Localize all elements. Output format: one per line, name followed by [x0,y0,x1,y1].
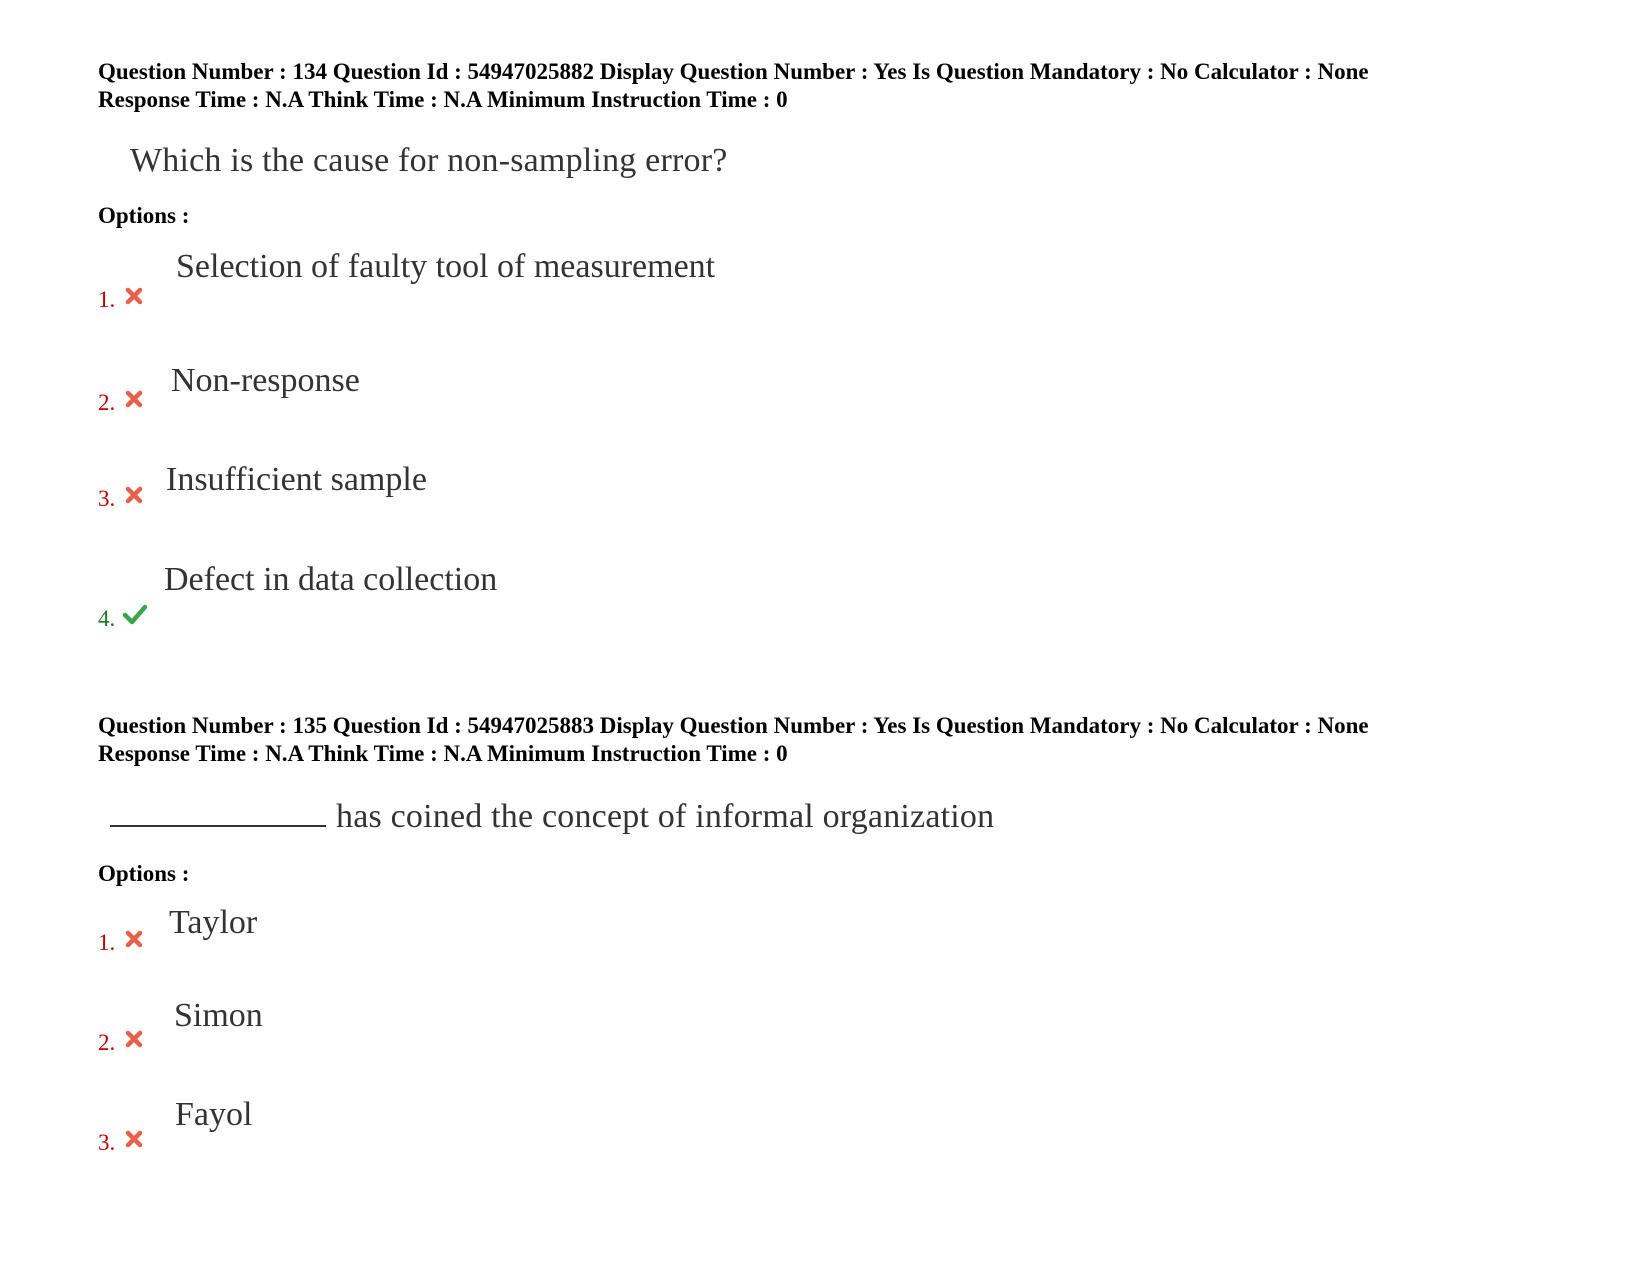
question-meta-line-1: Question Number : 134 Question Id : 54947025882 Display Question Number : Yes Is Question Mandatory : No Calculator : None [98,59,1369,84]
option-number: 2. [98,390,116,415]
cross-icon [124,389,144,409]
question-meta-line-2: Response Time : N.A Think Time : N.A Minimum Instruction Time : 0 [98,87,788,112]
option-number: 2. [98,1030,116,1055]
cross-icon [124,1129,144,1149]
option-text: Taylor [169,904,258,941]
option-text: Defect in data collection [164,561,498,598]
question-text: Which is the cause for non-sampling error? [130,142,728,179]
question-meta-line-1: Question Number : 135 Question Id : 54947025883 Display Question Number : Yes Is Question Mandatory : No Calculator : None [98,713,1369,738]
cross-icon [124,286,144,306]
fill-in-blank [110,795,326,827]
option-number: 1. [98,930,116,955]
options-label: Options : [98,861,190,886]
option-number: 3. [98,1130,116,1155]
option-text: Selection of faulty tool of measurement [176,248,716,285]
check-icon [122,603,148,625]
option-text: Insufficient sample [166,461,427,498]
cross-icon [124,1029,144,1049]
option-text: Fayol [175,1096,253,1133]
cross-icon [124,929,144,949]
option-text: Simon [174,997,263,1034]
options-label: Options : [98,203,190,228]
question-text: has coined the concept of informal organization [336,798,995,835]
option-number: 1. [98,287,116,312]
option-number: 4. [98,606,116,631]
question-meta-line-2: Response Time : N.A Think Time : N.A Minimum Instruction Time : 0 [98,741,788,766]
option-text: Non-response [171,362,360,399]
question-text-container [110,795,994,836]
cross-icon [124,485,144,505]
option-number: 3. [98,486,116,511]
